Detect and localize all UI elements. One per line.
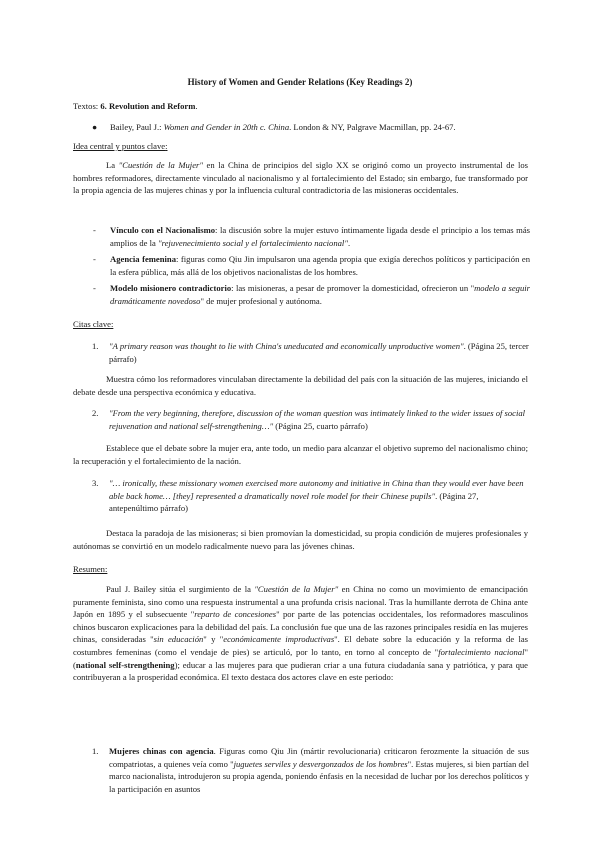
document-title: History of Women and Gender Relations (Key Readings 2) (187, 77, 413, 87)
point-dash: - (93, 225, 96, 235)
cita-2-comment: Establece que el debate sobre la mujer era, ante todo, un medio para alcanzar el objetivo supremo del nacionalismo chino; la recuperación y el fortalecimiento de la nación. (73, 443, 528, 466)
point-dash: - (93, 283, 96, 293)
citas-heading: Citas clave: (73, 319, 114, 329)
cita-3: "… ironically, these missionary women exercised more autonomy and initiative in China than they would ever have been able back home… [they] represented a dramatically novel role model for their Chinese pupils". (Página 27, antepenúltimo párrafo) (109, 478, 524, 514)
reference-author: Bailey, Paul J.: (110, 122, 164, 132)
cita-number: 2. (92, 408, 99, 418)
cita-1-comment: Muestra cómo los reformadores vinculaban directamente la debilidad del país con la situación de las mujeres, iniciando el debate desde una perspectiva económica y educativa. (73, 374, 528, 397)
point-missionary: Modelo misionero contradictorio: las misioneras, a pesar de promover la domesticidad, ofrecieron un "modelo a seguir dramáticamente novedoso" de mujer profesional y autónoma. (110, 283, 530, 306)
resumen-paragraph: Paul J. Bailey sitúa el surgimiento de la "Cuestión de la Mujer" en China no como un movimiento de emancipación puramente feminista, sino como una respuesta instrumental a una profunda crisis nacional. Tras la humillante derrota de China ante Japón en 1895 y el subsecuente "reparto de concesiones" por parte de las potencias occidentales, los reformadores masculinos chinos buscaron explicaciones para la debilidad del país. La conclusión fue que una de las razones principales residía en las mujeres chinas, consideradas "sin educación" y "económicamente improductivas". El debate sobre la educación y la reforma de las costumbres femeninas (como el vendaje de pies) se articuló, por lo tanto, en torno al concepto de "fortalecimiento nacional" (national self-strengthening); educar a las mujeres para que pudieran criar a una futura ciudadanía sana y patriótica, y para que contribuyeran a la prosperidad económica. El texto destaca dos actores clave en este periodo: (73, 584, 529, 683)
texts-label: Textos (73, 101, 96, 111)
texts-value: 6. Revolution and Reform (100, 101, 196, 111)
resumen-item-number: 1. (92, 746, 99, 756)
cita-1: "A primary reason was thought to lie with China's uneducated and economically unproductive women". (Página 25, tercer párrafo) (109, 341, 529, 364)
reference-bullet: ● (92, 122, 98, 132)
cita-number: 1. (92, 341, 99, 351)
cita-number: 3. (92, 478, 99, 488)
idea-heading: Idea central y puntos clave: (73, 141, 168, 151)
point-agency: Agencia femenina: figuras como Qiu Jin impulsaron una agenda propia que exigía derechos políticos y participación en la esfera pública, más allá de los objetivos nacionalistas de los hombres. (110, 254, 530, 277)
point-nationalism: Vínculo con el Nacionalismo: la discusión sobre la mujer estuvo íntimamente ligada desde el principio a los temas más amplios de la "rejuvenecimiento social y el fortalecimiento nacional". (110, 225, 531, 248)
cita-3-comment: Destaca la paradoja de las misioneras; si bien promovían la domesticidad, su propia condición de mujeres profesionales y autónomas se convirtió en un modelo radicalmente nuevo para las jóvenes chinas. (73, 528, 528, 551)
idea-paragraph: La "Cuestión de la Mujer" en la China de principios del siglo XX se originó como un proyecto instrumental de los hombres reformadores, directamente vinculado al nacionalismo y al fortalecimiento del Estado; sin embargo, fue transformado por la propia agencia de las mujeres chinas y por la influencia cultural contradictoria de las misioneras occidentales. (73, 160, 528, 196)
cita-2: "From the very beginning, therefore, discussion of the woman question was intimately linked to the wider issues of social rejuvenation and national self-strengthening…" (Página 25, cuarto párrafo) (109, 408, 526, 431)
resumen-heading: Resumen: (73, 564, 108, 574)
point-dash: - (93, 254, 96, 264)
texts-line: Textos: 6. Revolution and Reform. (73, 101, 198, 111)
resumen-item-agency: Mujeres chinas con agencia. Figuras como Qiu Jin (mártir revolucionaria) criticaron ferozmente la situación de sus compatriotas, a quienes veía como "juguetes serviles y desvergonzados de los hombres". Estas mujeres, si bien partían del marco nacionalista, introdujeron su propia agenda, poniendo énfasis en la necesidad de luchar por los derechos políticos y la participación en asuntos (109, 746, 529, 794)
reference-book: Women and Gender in 20th c. China (163, 122, 290, 132)
reference-text (110, 121, 530, 134)
reference-rest: . London & NY, Palgrave Macmillan, pp. 24-67. (289, 122, 456, 132)
